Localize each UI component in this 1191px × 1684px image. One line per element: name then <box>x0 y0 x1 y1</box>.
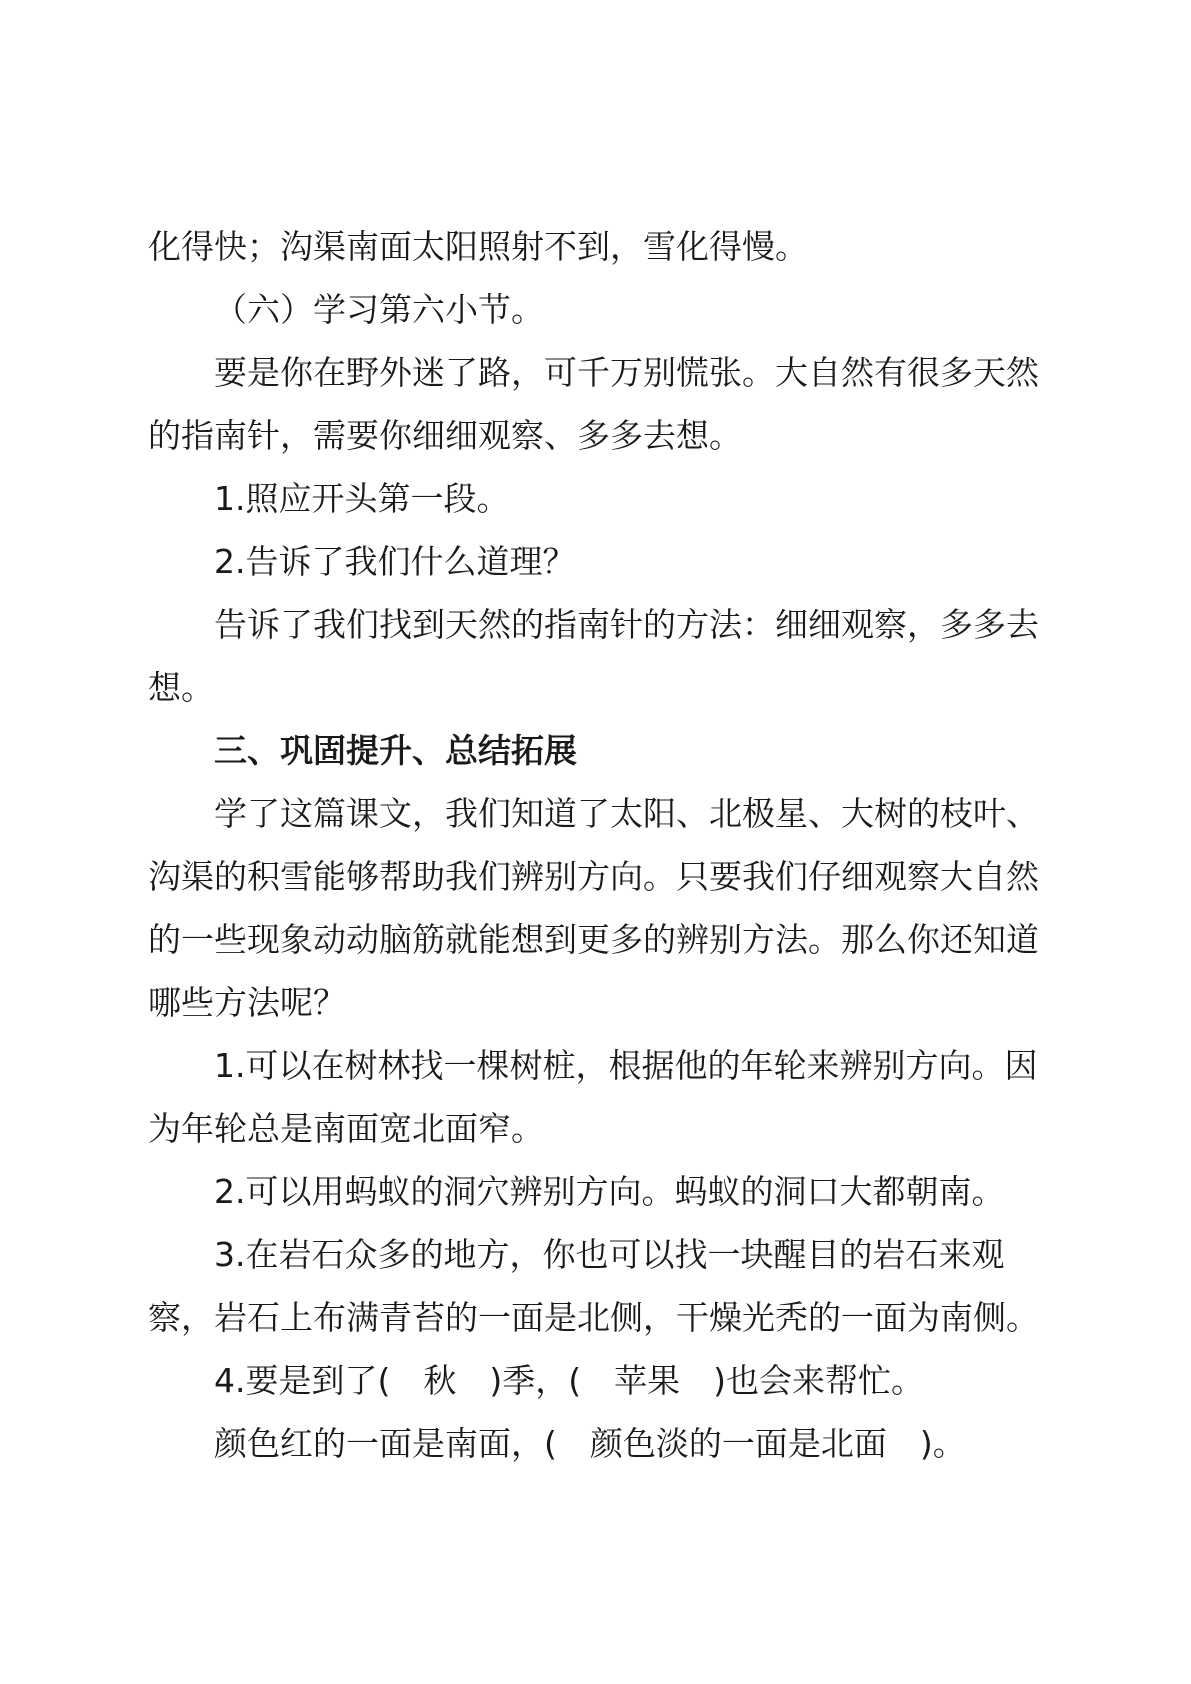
text-line: 哪些方法呢？ <box>148 983 346 1022</box>
text-line: 学了这篇课文，我们知道了太阳、北极星、大树的枝叶、 <box>214 794 1039 833</box>
text-line: 的一些现象动动脑筋就能想到更多的辨别方法。那么你还知道 <box>148 920 1039 959</box>
list-item: 3.在岩石众多的地方，你也可以找一块醒目的岩石来观 <box>214 1235 1005 1274</box>
document-body <box>148 215 1048 1475</box>
list-item: 2.告诉了我们什么道理？ <box>214 542 576 581</box>
text-line: 沟渠的积雪能够帮助我们辨别方向。只要我们仔细观察大自然 <box>148 857 1039 896</box>
section-heading-3: 三、巩固提升、总结拓展 <box>214 731 577 770</box>
section-heading-6: （六）学习第六小节。 <box>214 290 544 329</box>
list-item: 2.可以用蚂蚁的洞穴辨别方向。蚂蚁的洞口大都朝南。 <box>214 1172 1005 1211</box>
list-item: 1.照应开头第一段。 <box>214 479 510 518</box>
text-line: 要是你在野外迷了路，可千万别慌张。大自然有很多天然 <box>214 353 1039 392</box>
text-line: 告诉了我们找到天然的指南针的方法：细细观察，多多去 <box>214 605 1039 644</box>
text-line: 化得快；沟渠南面太阳照射不到，雪化得慢。 <box>148 227 808 266</box>
text-line: 想。 <box>148 668 214 707</box>
text-line: 为年轮总是南面宽北面窄。 <box>148 1109 544 1148</box>
list-item: 4.要是到了( 秋 )季，( 苹果 )也会来帮忙。 <box>214 1361 924 1400</box>
text-line: 的指南针，需要你细细观察、多多去想。 <box>148 416 742 455</box>
list-item: 1.可以在树林找一棵树桩，根据他的年轮来辨别方向。因 <box>214 1046 1038 1085</box>
text-line: 察，岩石上布满青苔的一面是北侧，干燥光秃的一面为南侧。 <box>148 1298 1039 1337</box>
text-line: 颜色红的一面是南面，( 颜色淡的一面是北面 )。 <box>214 1424 966 1463</box>
